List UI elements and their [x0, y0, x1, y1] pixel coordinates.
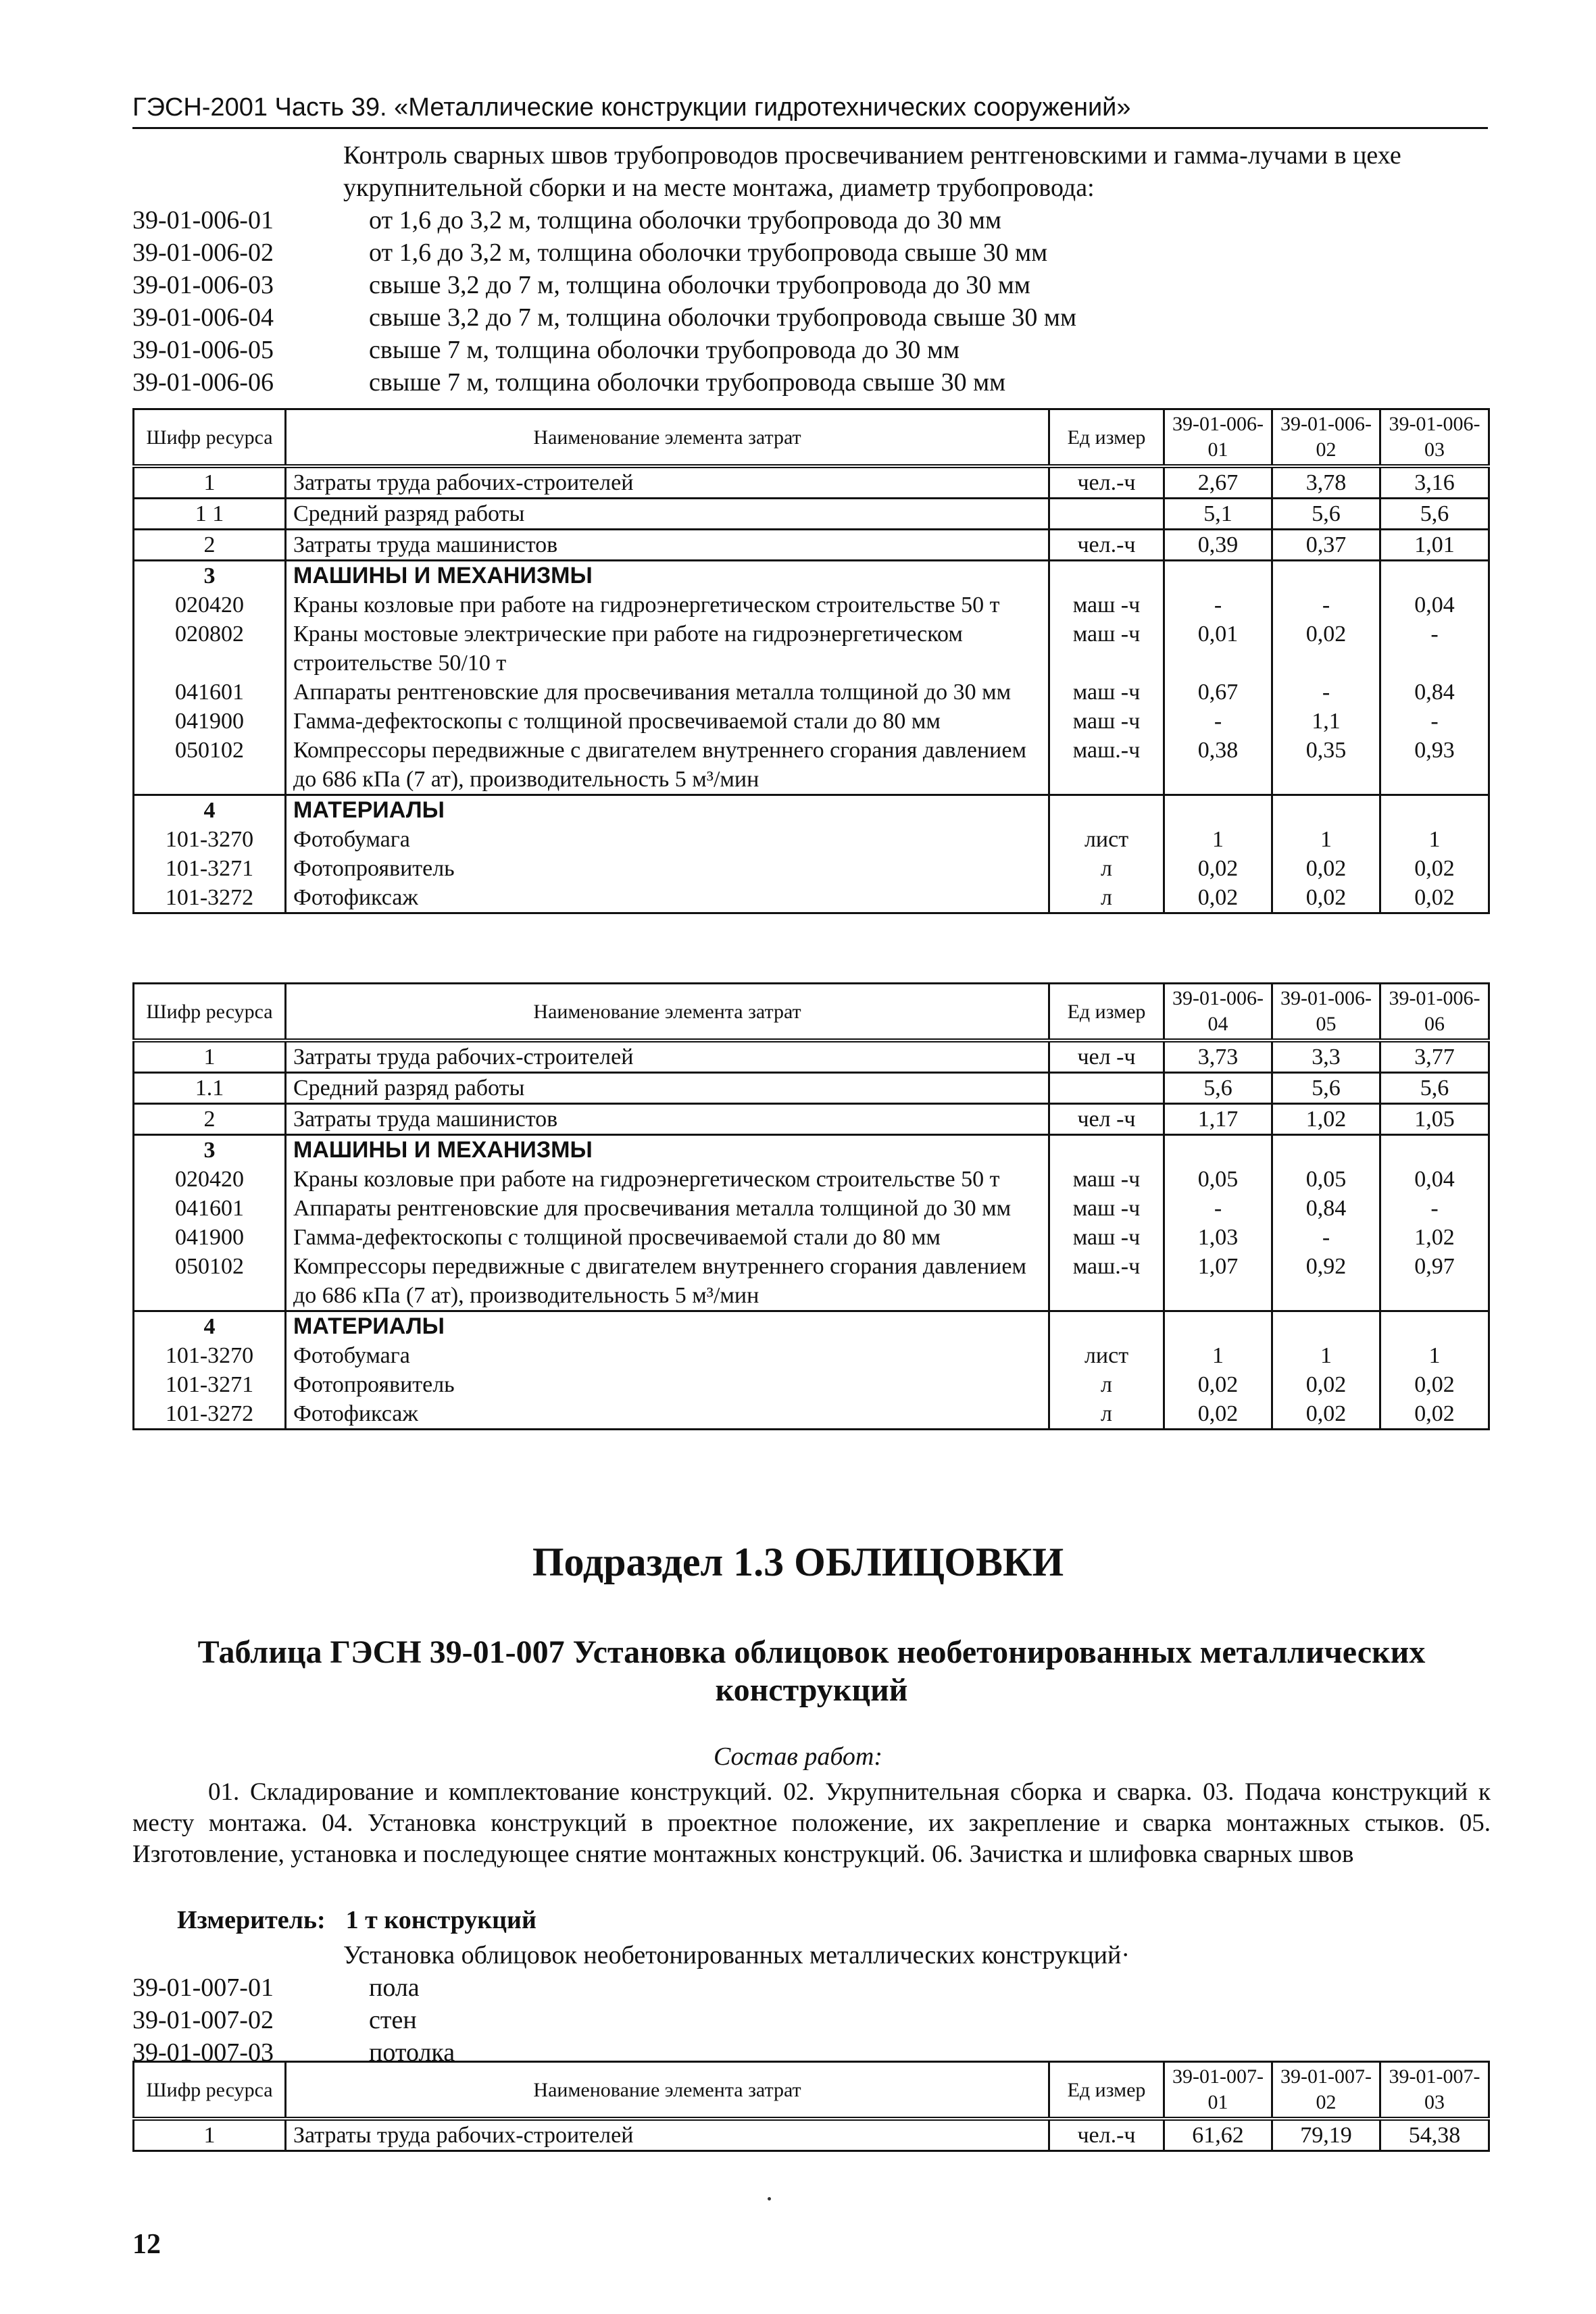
norm-value: 5,6	[1380, 1073, 1489, 1104]
resource-code: 020802	[134, 620, 286, 678]
unit: маш -ч	[1049, 707, 1164, 736]
header-norm-column: 39-01-006-03	[1380, 409, 1489, 467]
norm-value	[1164, 1135, 1272, 1165]
table-title: Таблица ГЭСН 39-01-007 Установка облицовок необетонированных металлических конструкций	[197, 1634, 1426, 1708]
header-rule	[132, 127, 1488, 129]
norm-value: 3,3	[1272, 1040, 1380, 1073]
unit	[1049, 1135, 1164, 1165]
norm-value: 0,02	[1164, 1399, 1272, 1430]
table-row	[134, 1135, 1489, 1165]
table-row	[134, 1194, 1489, 1223]
norm-value: -	[1272, 590, 1380, 620]
subsection-title: Подраздел 1.3 ОБЛИЦОВКИ	[532, 1540, 1064, 1584]
norm-value: 1,02	[1272, 1104, 1380, 1135]
unit	[1049, 1311, 1164, 1342]
table-row	[134, 620, 1489, 678]
resource-code: 4	[134, 795, 286, 826]
unit: чел.-ч	[1049, 530, 1164, 561]
table-row	[134, 1341, 1489, 1370]
table-row	[134, 1165, 1489, 1194]
resource-code: 020420	[134, 590, 286, 620]
norm-value: -	[1380, 707, 1489, 736]
header-resource-code: Шифр ресурса	[134, 984, 286, 1041]
table-header-row	[134, 984, 1489, 1041]
norm-code-row	[132, 334, 1491, 366]
work-composition-heading: Состав работ:	[713, 1742, 883, 1771]
scan-speck	[768, 2197, 771, 2200]
table-row	[134, 590, 1489, 620]
header-unit: Ед измер	[1049, 2062, 1164, 2119]
norm-code-row	[132, 1971, 1491, 2004]
cost-element-name: Затраты труда рабочих-строителей	[286, 466, 1049, 499]
running-header: ГЭСН-2001 Часть 39. «Металлические конструкции гидротехнических сооружений»	[132, 93, 1131, 122]
table-row	[134, 795, 1489, 826]
resource-code: 050102	[134, 1252, 286, 1311]
cost-element-name: Гамма-дефектоскопы с толщиной просвечиваемой стали до 80 мм	[286, 1223, 1049, 1252]
norm-value: 2,67	[1164, 466, 1272, 499]
header-norm-column: 39-01-006-06	[1380, 984, 1489, 1041]
norm-code: 39-01-006-03	[132, 271, 274, 299]
unit	[1049, 561, 1164, 591]
cost-element-name: МАШИНЫ И МЕХАНИЗМЫ	[286, 1135, 1049, 1165]
header-unit: Ед измер	[1049, 409, 1164, 467]
header-norm-column: 39-01-007-01	[1164, 2062, 1272, 2119]
norm-value	[1380, 1135, 1489, 1165]
norm-value: 79,19	[1272, 2119, 1380, 2151]
table-row	[134, 736, 1489, 795]
norm-value: 5,6	[1272, 1073, 1380, 1104]
norm-value: 1	[1164, 1341, 1272, 1370]
norm-value: -	[1272, 678, 1380, 707]
table-row	[134, 883, 1489, 913]
unit: л	[1049, 883, 1164, 913]
norm-value: 0,35	[1272, 736, 1380, 795]
unit: маш.-ч	[1049, 1252, 1164, 1311]
resource-code: 020420	[134, 1165, 286, 1194]
table-header-row	[134, 2062, 1489, 2119]
norm-value: 0,01	[1164, 620, 1272, 678]
unit	[1049, 795, 1164, 826]
norm-value: 0,02	[1380, 883, 1489, 913]
cost-element-name: Средний разряд работы	[286, 499, 1049, 530]
header-norm-column: 39-01-006-02	[1272, 409, 1380, 467]
norm-code-list	[132, 1971, 1491, 2069]
header-cost-element: Наименование элемента затрат	[286, 2062, 1049, 2119]
norm-code-row	[132, 204, 1491, 236]
cost-element-name: Аппараты рентгеновские для просвечивания металла толщиной до 30 мм	[286, 678, 1049, 707]
norm-value: 0,02	[1272, 883, 1380, 913]
measurer-label: Измеритель:	[177, 1906, 326, 1934]
norm-value: -	[1164, 590, 1272, 620]
cost-element-name: Гамма-дефектоскопы с толщиной просвечиваемой стали до 80 мм	[286, 707, 1049, 736]
cost-element-name: Компрессоры передвижные с двигателем внутреннего сгорания давлением до 686 кПа (7 ат), производительность 5 м³/мин	[286, 1252, 1049, 1311]
resource-code: 101-3272	[134, 1399, 286, 1430]
resource-code: 050102	[134, 736, 286, 795]
table-row	[134, 707, 1489, 736]
cost-element-name: Краны козловые при работе на гидроэнергетическом строительстве 50 т	[286, 590, 1049, 620]
table-header-row	[134, 409, 1489, 467]
norm-value: 0,04	[1380, 1165, 1489, 1194]
unit: маш.-ч	[1049, 736, 1164, 795]
resource-code: 041601	[134, 1194, 286, 1223]
norm-value: 0,05	[1272, 1165, 1380, 1194]
norm-description: пола	[369, 1973, 420, 2002]
norm-code: 39-01-006-04	[132, 303, 274, 332]
norm-value: 0,02	[1164, 854, 1272, 883]
norm-value: 54,38	[1380, 2119, 1489, 2151]
cost-table-006-01-03	[132, 408, 1490, 914]
resource-code: 041900	[134, 707, 286, 736]
norm-value: 0,38	[1164, 736, 1272, 795]
resource-code: 041601	[134, 678, 286, 707]
cost-element-name: МАТЕРИАЛЫ	[286, 795, 1049, 826]
page-number: 12	[132, 2229, 161, 2260]
norm-value: -	[1380, 1194, 1489, 1223]
norm-value	[1272, 1311, 1380, 1342]
header-unit: Ед измер	[1049, 984, 1164, 1041]
norm-value: 0,02	[1380, 854, 1489, 883]
norm-value	[1272, 795, 1380, 826]
norm-value: -	[1272, 1223, 1380, 1252]
measurer	[177, 1905, 537, 1935]
table006-intro	[132, 139, 1491, 399]
norm-value: 1,1	[1272, 707, 1380, 736]
table-row	[134, 678, 1489, 707]
cost-element-name: Средний разряд работы	[286, 1073, 1049, 1104]
intro-lead: Контроль сварных швов трубопроводов просвечиванием рентгеновскими и гамма-лучами в цехе укрупнительной сборки и на месте монтажа, диаметр трубопровода:	[343, 141, 1401, 202]
cost-table-006-04-06	[132, 982, 1490, 1430]
cost-element-name: Компрессоры передвижные с двигателем внутреннего сгорания давлением до 686 кПа (7 ат), производительность 5 м³/мин	[286, 736, 1049, 795]
unit: л	[1049, 854, 1164, 883]
table-row	[134, 1370, 1489, 1399]
norm-value	[1164, 1311, 1272, 1342]
norm-value: 1	[1272, 1341, 1380, 1370]
table-row	[134, 466, 1489, 499]
norm-value	[1272, 1135, 1380, 1165]
table-row	[134, 499, 1489, 530]
resource-code: 3	[134, 561, 286, 591]
norm-value	[1380, 1311, 1489, 1342]
norm-code: 39-01-006-01	[132, 206, 274, 234]
norm-description: свыше 7 м, толщина оболочки трубопровода свыше 30 мм	[369, 368, 1006, 397]
resource-code: 1 1	[134, 499, 286, 530]
table-row	[134, 1223, 1489, 1252]
cost-element-name: Фотобумага	[286, 1341, 1049, 1370]
intro-lead: Установка облицовок необетонированных металлических конструкций·	[343, 1941, 1130, 1969]
header-cost-element: Наименование элемента затрат	[286, 984, 1049, 1041]
cost-element-name: Затраты труда машинистов	[286, 1104, 1049, 1135]
norm-value: 0,05	[1164, 1165, 1272, 1194]
unit: маш -ч	[1049, 620, 1164, 678]
cost-element-name: МАТЕРИАЛЫ	[286, 1311, 1049, 1342]
norm-value: 3,78	[1272, 466, 1380, 499]
norm-value: 0,67	[1164, 678, 1272, 707]
cost-element-name: Краны мостовые электрические при работе на гидроэнергетическом строительстве 50/10 т	[286, 620, 1049, 678]
cost-element-name: Аппараты рентгеновские для просвечивания металла толщиной до 30 мм	[286, 1194, 1049, 1223]
resource-code: 4	[134, 1311, 286, 1342]
norm-description: стен	[369, 2006, 417, 2034]
norm-value: 1,01	[1380, 530, 1489, 561]
resource-code: 3	[134, 1135, 286, 1165]
norm-value: 5,1	[1164, 499, 1272, 530]
unit: маш -ч	[1049, 678, 1164, 707]
cost-element-name: Краны козловые при работе на гидроэнергетическом строительстве 50 т	[286, 1165, 1049, 1194]
norm-value: 3,73	[1164, 1040, 1272, 1073]
cost-element-name: МАШИНЫ И МЕХАНИЗМЫ	[286, 561, 1049, 591]
table-row	[134, 561, 1489, 591]
header-norm-column: 39-01-007-03	[1380, 2062, 1489, 2119]
cost-element-name: Фотофиксаж	[286, 883, 1049, 913]
resource-code: 041900	[134, 1223, 286, 1252]
unit: лист	[1049, 825, 1164, 854]
table-row	[134, 1040, 1489, 1073]
norm-description: потолка	[369, 2038, 455, 2067]
norm-value: 5,6	[1380, 499, 1489, 530]
norm-value: 0,92	[1272, 1252, 1380, 1311]
unit	[1049, 499, 1164, 530]
norm-value: -	[1164, 1194, 1272, 1223]
unit: чел.-ч	[1049, 466, 1164, 499]
norm-value: 1,05	[1380, 1104, 1489, 1135]
norm-description: от 1,6 до 3,2 м, толщина оболочки трубопровода до 30 мм	[369, 206, 1002, 234]
norm-value: 1	[1380, 825, 1489, 854]
norm-value: 0,02	[1380, 1399, 1489, 1430]
unit: лист	[1049, 1341, 1164, 1370]
table-row	[134, 1399, 1489, 1430]
norm-value: 0,39	[1164, 530, 1272, 561]
table-row	[134, 1311, 1489, 1342]
table-row	[134, 854, 1489, 883]
header-norm-column: 39-01-006-01	[1164, 409, 1272, 467]
cost-element-name: Затраты труда машинистов	[286, 530, 1049, 561]
unit: чел -ч	[1049, 1104, 1164, 1135]
table-row	[134, 530, 1489, 561]
norm-value: 3,77	[1380, 1040, 1489, 1073]
header-resource-code: Шифр ресурса	[134, 2062, 286, 2119]
norm-code: 39-01-007-03	[132, 2038, 274, 2067]
norm-value: 1	[1164, 825, 1272, 854]
norm-value: 0,37	[1272, 530, 1380, 561]
norm-value: 0,02	[1272, 1399, 1380, 1430]
cost-element-name: Фотофиксаж	[286, 1399, 1049, 1430]
cost-element-name: Фотопроявитель	[286, 854, 1049, 883]
norm-description: от 1,6 до 3,2 м, толщина оболочки трубопровода свыше 30 мм	[369, 238, 1048, 267]
resource-code: 1.1	[134, 1073, 286, 1104]
norm-value: 3,16	[1380, 466, 1489, 499]
norm-value	[1164, 795, 1272, 826]
norm-value: 0,02	[1272, 854, 1380, 883]
measurer-value: 1 т конструкций	[345, 1906, 537, 1934]
unit: маш -ч	[1049, 1223, 1164, 1252]
table-row	[134, 1104, 1489, 1135]
table007-intro	[132, 1939, 1491, 2069]
unit: маш -ч	[1049, 1165, 1164, 1194]
unit: чел -ч	[1049, 1040, 1164, 1073]
norm-code: 39-01-006-06	[132, 368, 274, 397]
resource-code: 1	[134, 466, 286, 499]
unit	[1049, 1073, 1164, 1104]
norm-value: 1,02	[1380, 1223, 1489, 1252]
cost-element-name: Затраты труда рабочих-строителей	[286, 1040, 1049, 1073]
resource-code: 2	[134, 1104, 286, 1135]
norm-code: 39-01-007-01	[132, 1973, 274, 2002]
resource-code: 1	[134, 1040, 286, 1073]
norm-value: 0,04	[1380, 590, 1489, 620]
norm-value: 1,03	[1164, 1223, 1272, 1252]
norm-value: 0,97	[1380, 1252, 1489, 1311]
header-norm-column: 39-01-007-02	[1272, 2062, 1380, 2119]
work-composition-text: 01. Складирование и комплектование конструкций. 02. Укрупнительная сборка и сварка. 03. Подача конструкций к месту монтажа. 04. Установка конструкций в проектное положение, их закрепление и сварка монтажных стыков. 05. Изготовление, установка и последующее снятие монтажных конструкций. 06. Зачистка и шлифовка сварных швов	[132, 1778, 1491, 1868]
resource-code: 101-3271	[134, 854, 286, 883]
norm-value: 1	[1272, 825, 1380, 854]
norm-value: 5,6	[1164, 1073, 1272, 1104]
norm-value	[1380, 561, 1489, 591]
header-norm-column: 39-01-006-05	[1272, 984, 1380, 1041]
header-cost-element: Наименование элемента затрат	[286, 409, 1049, 467]
unit: маш -ч	[1049, 590, 1164, 620]
norm-code: 39-01-006-05	[132, 336, 274, 364]
norm-code: 39-01-007-02	[132, 2006, 274, 2034]
unit: л	[1049, 1399, 1164, 1430]
norm-value: 1,07	[1164, 1252, 1272, 1311]
norm-value: 5,6	[1272, 499, 1380, 530]
cost-element-name: Затраты труда рабочих-строителей	[286, 2119, 1049, 2151]
norm-value: -	[1164, 707, 1272, 736]
norm-value: 0,02	[1272, 1370, 1380, 1399]
table-row	[134, 825, 1489, 854]
norm-value: 0,02	[1380, 1370, 1489, 1399]
cost-element-name: Фотопроявитель	[286, 1370, 1049, 1399]
norm-value	[1164, 561, 1272, 591]
norm-value: 1,17	[1164, 1104, 1272, 1135]
norm-code-row	[132, 269, 1491, 301]
resource-code: 101-3271	[134, 1370, 286, 1399]
resource-code: 101-3270	[134, 1341, 286, 1370]
resource-code: 101-3272	[134, 883, 286, 913]
norm-description: свыше 7 м, толщина оболочки трубопровода до 30 мм	[369, 336, 960, 364]
norm-value	[1272, 561, 1380, 591]
norm-value: 0,02	[1272, 620, 1380, 678]
norm-value: 1	[1380, 1341, 1489, 1370]
norm-value: 0,02	[1164, 883, 1272, 913]
norm-description: свыше 3,2 до 7 м, толщина оболочки трубопровода до 30 мм	[369, 271, 1030, 299]
resource-code: 2	[134, 530, 286, 561]
table-row	[134, 2119, 1489, 2151]
norm-description: свыше 3,2 до 7 м, толщина оболочки трубопровода свыше 30 мм	[369, 303, 1077, 332]
unit: л	[1049, 1370, 1164, 1399]
norm-value: 0,93	[1380, 736, 1489, 795]
cost-table-007	[132, 2061, 1490, 2152]
header-resource-code: Шифр ресурса	[134, 409, 286, 467]
norm-code-list	[132, 204, 1491, 399]
table-row	[134, 1073, 1489, 1104]
norm-value: 0,84	[1380, 678, 1489, 707]
norm-code-row	[132, 2004, 1491, 2036]
norm-value: -	[1380, 620, 1489, 678]
cost-element-name: Фотобумага	[286, 825, 1049, 854]
norm-code-row	[132, 366, 1491, 399]
norm-value: 61,62	[1164, 2119, 1272, 2151]
norm-value: 0,02	[1164, 1370, 1272, 1399]
unit: маш -ч	[1049, 1194, 1164, 1223]
table-row	[134, 1252, 1489, 1311]
norm-code-row	[132, 301, 1491, 334]
norm-value: 0,84	[1272, 1194, 1380, 1223]
resource-code: 101-3270	[134, 825, 286, 854]
norm-code: 39-01-006-02	[132, 238, 274, 267]
header-norm-column: 39-01-006-04	[1164, 984, 1272, 1041]
norm-value	[1380, 795, 1489, 826]
unit: чел.-ч	[1049, 2119, 1164, 2151]
resource-code: 1	[134, 2119, 286, 2151]
norm-code-row	[132, 236, 1491, 269]
